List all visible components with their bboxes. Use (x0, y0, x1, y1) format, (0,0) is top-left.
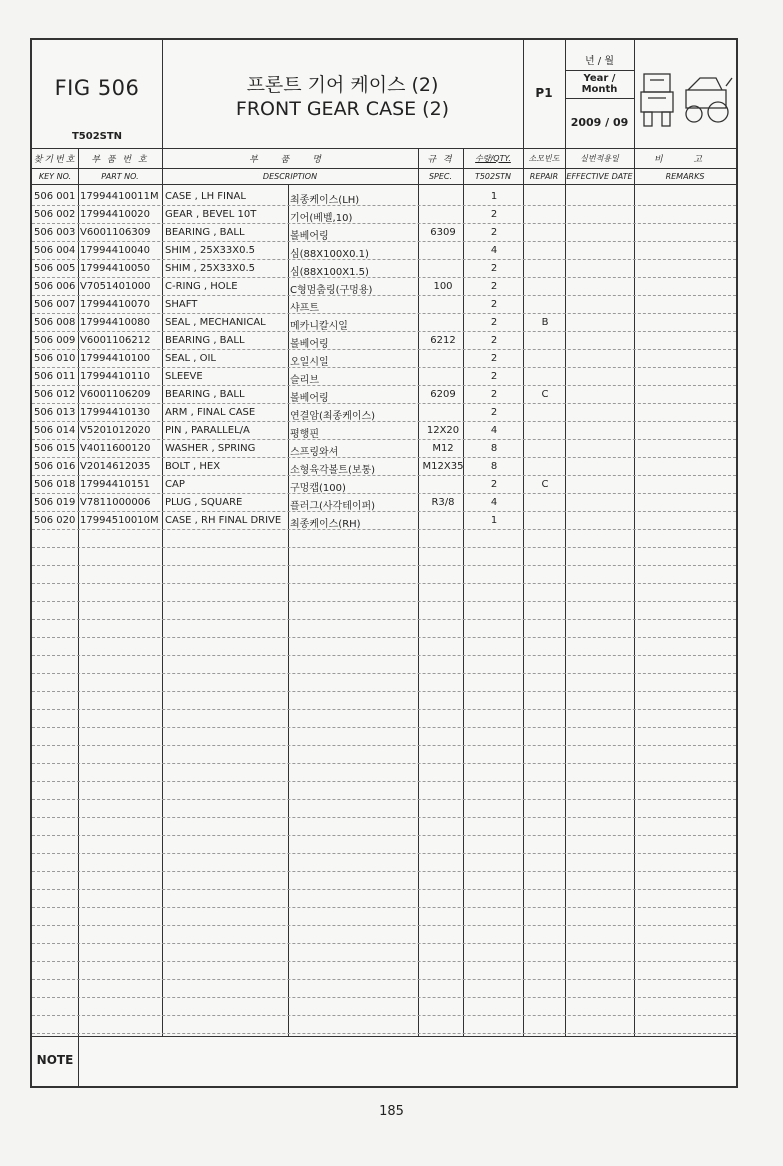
table-row (32, 314, 736, 332)
quantity: 4 (490, 425, 498, 436)
quantity: 4 (490, 245, 498, 256)
description-ko: 볼베어링 (290, 393, 329, 404)
part-no: 17994410011M (80, 191, 159, 202)
col-key-ko: 찾기번호 (33, 154, 77, 165)
description-en: SEAL , MECHANICAL (165, 317, 266, 328)
repair-code: C (541, 389, 549, 400)
key-no: 506 006 (34, 281, 76, 292)
description-en: BEARING , BALL (165, 389, 245, 400)
description-ko: 구멍캡(100) (290, 483, 346, 494)
quantity: 2 (490, 479, 498, 490)
table-row (32, 386, 736, 404)
description-en: BOLT , HEX (165, 461, 221, 472)
blank-row (32, 872, 736, 890)
blank-row (32, 602, 736, 620)
key-no: 506 019 (34, 497, 76, 508)
col-repair-en: REPAIR (529, 171, 559, 181)
description-ko: 연결암(최종케이스) (290, 411, 376, 422)
col-qty-en: T502STN (474, 171, 512, 181)
effective-date-value: 2009 / 09 (570, 115, 629, 129)
quantity: 2 (490, 371, 498, 382)
part-no: V4011600120 (80, 443, 151, 454)
spec: R3/8 (431, 497, 455, 508)
table-row (32, 422, 736, 440)
blank-row (32, 674, 736, 692)
col-part-ko: 부 품 번 호 (91, 154, 149, 165)
table-row (32, 458, 736, 476)
key-no: 506 012 (34, 389, 76, 400)
key-no: 506 003 (34, 227, 76, 238)
description-en: ARM , FINAL CASE (165, 407, 256, 418)
part-no: 17994410130 (80, 407, 150, 418)
part-no: V6001106212 (80, 335, 151, 346)
part-no: 17994410080 (80, 317, 150, 328)
blank-row (32, 1016, 736, 1034)
table-row (32, 350, 736, 368)
page-code: P1 (535, 86, 553, 100)
col-eff-ko: 실번적용일 (580, 153, 619, 163)
description-en: CASE , LH FINAL (165, 191, 246, 202)
table-row (32, 368, 736, 386)
date-divider (565, 98, 634, 99)
spec: 100 (433, 281, 453, 292)
description-ko: 소형육각볼트(보통) (290, 465, 376, 476)
spec: 6209 (430, 389, 456, 400)
column-header-bottom (32, 184, 736, 185)
table-row (32, 188, 736, 206)
key-no: 506 005 (34, 263, 76, 274)
description-en: SHIM , 25X33X0.5 (165, 245, 256, 256)
key-no: 506 009 (34, 335, 76, 346)
blank-row (32, 656, 736, 674)
blank-row (32, 530, 736, 548)
part-no: 17994410070 (80, 299, 150, 310)
part-no: 17994410020 (80, 209, 150, 220)
quantity: 4 (490, 497, 498, 508)
description-en: SEAL , OIL (165, 353, 217, 364)
part-no: 17994510010M (80, 515, 159, 526)
year-month-korean: 년 / 월 (584, 55, 615, 67)
description-en: SLEEVE (165, 371, 203, 382)
key-no: 506 008 (34, 317, 76, 328)
description-en: SHIM , 25X33X0.5 (165, 263, 256, 274)
key-no: 506 015 (34, 443, 76, 454)
quantity: 8 (490, 443, 498, 454)
col-repair-ko: 소모빈도 (528, 153, 560, 163)
description-en: WASHER , SPRING (165, 443, 256, 454)
col-desc-ko: 부 품 명 (249, 154, 331, 165)
description-ko: 평행핀 (290, 429, 319, 440)
key-no: 506 020 (34, 515, 76, 526)
note-label: NOTE (36, 1053, 74, 1067)
tractor-icon (638, 68, 734, 132)
note-divider (32, 1036, 736, 1037)
spec: M12X35 (422, 461, 464, 472)
col-spec-en: SPEC. (428, 171, 453, 181)
col-desc-en: DESCRIPTION (262, 171, 318, 181)
header-divider (32, 148, 736, 149)
ym-divider (565, 70, 634, 71)
description-ko: 샤프트 (290, 303, 319, 314)
repair-code: B (541, 317, 549, 328)
quantity: 2 (490, 299, 498, 310)
table-row (32, 296, 736, 314)
quantity: 2 (490, 263, 498, 274)
key-no: 506 011 (34, 371, 76, 382)
description-en: BEARING , BALL (165, 335, 245, 346)
part-no: V5201012020 (80, 425, 151, 436)
table-row (32, 224, 736, 242)
spec: 6212 (430, 335, 456, 346)
part-no: V2014612035 (80, 461, 151, 472)
year-month-english: Year / Month (581, 73, 618, 95)
table-row (32, 206, 736, 224)
description-ko: 볼베어링 (290, 231, 329, 242)
table-row (32, 476, 736, 494)
blank-row (32, 980, 736, 998)
key-no: 506 001 (34, 191, 76, 202)
col-rem-ko: 비 고 (653, 154, 717, 165)
key-no: 506 014 (34, 425, 76, 436)
col-rem-en: REMARKS (665, 171, 705, 181)
blank-row (32, 818, 736, 836)
blank-row (32, 566, 736, 584)
description-en: SHAFT (165, 299, 198, 310)
table-row (32, 242, 736, 260)
table-row (32, 494, 736, 512)
spec: M12 (432, 443, 454, 454)
quantity: 2 (490, 389, 498, 400)
description-ko: 최종케이스(RH) (290, 519, 361, 530)
table-row (32, 440, 736, 458)
blank-row (32, 728, 736, 746)
col-part-en: PART NO. (101, 171, 139, 181)
repair-code: C (541, 479, 549, 490)
col-spec-ko: 규 격 (427, 154, 454, 165)
description-ko: 플러그(사각테이퍼) (290, 501, 376, 512)
quantity: 2 (490, 317, 498, 328)
spec: 12X20 (426, 425, 460, 436)
description-en: BEARING , BALL (165, 227, 245, 238)
blank-row (32, 944, 736, 962)
key-no: 506 010 (34, 353, 76, 364)
description-ko: 볼베어링 (290, 339, 329, 350)
blank-row (32, 692, 736, 710)
blank-row (32, 782, 736, 800)
description-en: C-RING , HOLE (165, 281, 238, 292)
description-ko: 슬리브 (290, 375, 319, 386)
blank-row (32, 836, 736, 854)
blank-row (32, 764, 736, 782)
table-row (32, 260, 736, 278)
blank-row (32, 908, 736, 926)
blank-row (32, 890, 736, 908)
part-no: 17994410050 (80, 263, 150, 274)
table-row (32, 332, 736, 350)
part-no: 17994410040 (80, 245, 150, 256)
part-no: V7051401000 (80, 281, 151, 292)
description-en: CASE , RH FINAL DRIVE (165, 515, 282, 526)
description-ko: 오일시일 (290, 357, 329, 368)
part-no: 17994410110 (80, 371, 150, 382)
part-no: 17994410151 (80, 479, 150, 490)
part-no: V7811000006 (80, 497, 151, 508)
blank-row (32, 854, 736, 872)
note-line (78, 1036, 79, 1086)
description-ko: 심(88X100X1.5) (290, 267, 369, 278)
key-no: 506 002 (34, 209, 76, 220)
table-row (32, 512, 736, 530)
description-ko: 기어(베벨,10) (290, 213, 353, 224)
blank-row (32, 638, 736, 656)
part-no: 17994410100 (80, 353, 150, 364)
quantity: 2 (490, 407, 498, 418)
description-en: PIN , PARALLEL/A (165, 425, 250, 436)
spec: 6309 (430, 227, 456, 238)
quantity: 2 (490, 227, 498, 238)
table-row (32, 404, 736, 422)
blank-row (32, 710, 736, 728)
key-no: 506 018 (34, 479, 76, 490)
blank-row (32, 926, 736, 944)
quantity: 2 (490, 209, 498, 220)
quantity: 8 (490, 461, 498, 472)
blank-row (32, 998, 736, 1016)
col-key-en: KEY NO. (38, 171, 72, 181)
description-en: PLUG , SQUARE (165, 497, 243, 508)
col-eff-en: EFFECTIVE DATE (566, 171, 633, 181)
description-en: CAP (165, 479, 185, 490)
description-ko: 메카니칼시일 (290, 321, 348, 332)
blank-row (32, 584, 736, 602)
title-korean: 프론트 기어 케이스 (2) (246, 73, 439, 96)
blank-row (32, 962, 736, 980)
quantity: 2 (490, 353, 498, 364)
key-no: 506 004 (34, 245, 76, 256)
page-number: 185 (379, 1104, 404, 1119)
blank-row (32, 620, 736, 638)
description-ko: 최종케이스(LH) (290, 195, 360, 206)
blank-row (32, 746, 736, 764)
quantity: 2 (490, 281, 498, 292)
col-qty-ko: 수량/QTY. (475, 153, 511, 163)
key-no: 506 007 (34, 299, 76, 310)
description-ko: C형멈춤링(구멍용) (290, 285, 373, 296)
model-code: T502STN (71, 130, 123, 142)
blank-row (32, 548, 736, 566)
parts-sheet (30, 38, 738, 1088)
key-no: 506 013 (34, 407, 76, 418)
title-english: FRONT GEAR CASE (2) (235, 98, 450, 120)
description-ko: 심(88X100X0.1) (290, 249, 369, 260)
quantity: 1 (490, 515, 498, 526)
fig-number: FIG 506 (54, 76, 140, 100)
table-row (32, 278, 736, 296)
description-en: GEAR , BEVEL 10T (165, 209, 257, 220)
key-no: 506 016 (34, 461, 76, 472)
description-ko: 스프링와셔 (290, 447, 339, 458)
blank-row (32, 800, 736, 818)
part-no: V6001106209 (80, 389, 151, 400)
part-no: V6001106309 (80, 227, 151, 238)
quantity: 1 (490, 191, 498, 202)
quantity: 2 (490, 335, 498, 346)
